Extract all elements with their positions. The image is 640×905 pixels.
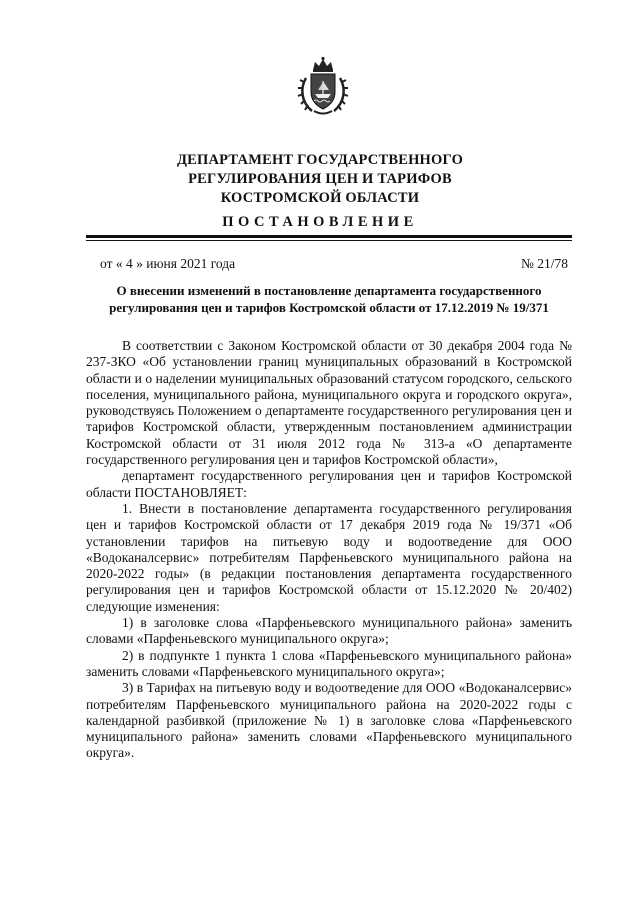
document-number: № 21/78 [520, 256, 568, 271]
department-title-line-2: РЕГУЛИРОВАНИЯ ЦЕН И ТАРИФОВ [188, 171, 452, 187]
subject-line-1: О внесении изменений в постановление департамента государственного [116, 283, 542, 298]
kostroma-coat-of-arms-icon [296, 56, 350, 116]
body-paragraph-subitem-2: 2) в подпункте 1 пункта 1 слова «Парфеньевского муниципального района» заменить словами «Парфеньевского муниципального округа»; [86, 647, 572, 679]
department-title-line-1: ДЕПАРТАМЕНТ ГОСУДАРСТВЕННОГО [176, 152, 464, 168]
document-body [86, 338, 572, 762]
body-paragraph-preamble: В соответствии с Законом Костромской области от 30 декабря 2004 года № 237-ЗКО «Об установлении границ муниципальных образований в Костромской области и о наделении муниципальных образований статусом городского, сельского поселения, муниципального района, муниципального округа и городского округа», руководствуясь Положением о департаменте государственного регулирования цен и тарифов Костромской области, утвержденным постановлением администрации Костромской области от 31 июля 2012 года № 313-а «О департаменте государственного регулирования цен и тарифов Костромской области», [86, 338, 572, 468]
department-title-line-3: КОСТРОМСКОЙ ОБЛАСТИ [220, 190, 420, 206]
department-title [80, 151, 560, 208]
header-divider-thin [86, 240, 572, 241]
document-date: от « 4 » июня 2021 года [100, 256, 236, 271]
body-paragraph-item-1: 1. Внести в постановление департамента государственного регулирования цен и тарифов Костромской области от 17 декабря 2019 года № 19/371 «Об установлении тарифов на питьевую воду и водоотведение для ООО «Водоканалсервис» потребителям Парфеньевского муниципального района на 2020-2022 годы» (в редакции постановления департамента государственного регулирования цен и тарифов Костромской области от 15.12.2020 № 20/402) следующие изменения: [86, 500, 572, 614]
document-subject [86, 282, 572, 316]
header-divider-thick [86, 235, 572, 238]
body-paragraph-subitem-3: 3) в Тарифах на питьевую воду и водоотведение для ООО «Водоканалсервис» потребителям Парфеньевского муниципального района на 2020-2022 годы с календарной разбивкой (приложение № 1) в заголовке слова «Парфеньевского муниципального района» заменить словами «Парфеньевского муниципального округа». [86, 680, 572, 761]
document-type-heading: ПОСТАНОВЛЕНИЕ [222, 214, 418, 230]
body-paragraph-resolves: департамент государственного регулирования цен и тарифов Костромской области ПОСТАНОВЛЯЕТ: [86, 468, 572, 500]
body-paragraph-subitem-1: 1) в заголовке слова «Парфеньевского муниципального района» заменить словами «Парфеньевского муниципального округа»; [86, 615, 572, 647]
subject-line-2: регулирования цен и тарифов Костромской области от 17.12.2019 № 19/371 [109, 300, 549, 315]
